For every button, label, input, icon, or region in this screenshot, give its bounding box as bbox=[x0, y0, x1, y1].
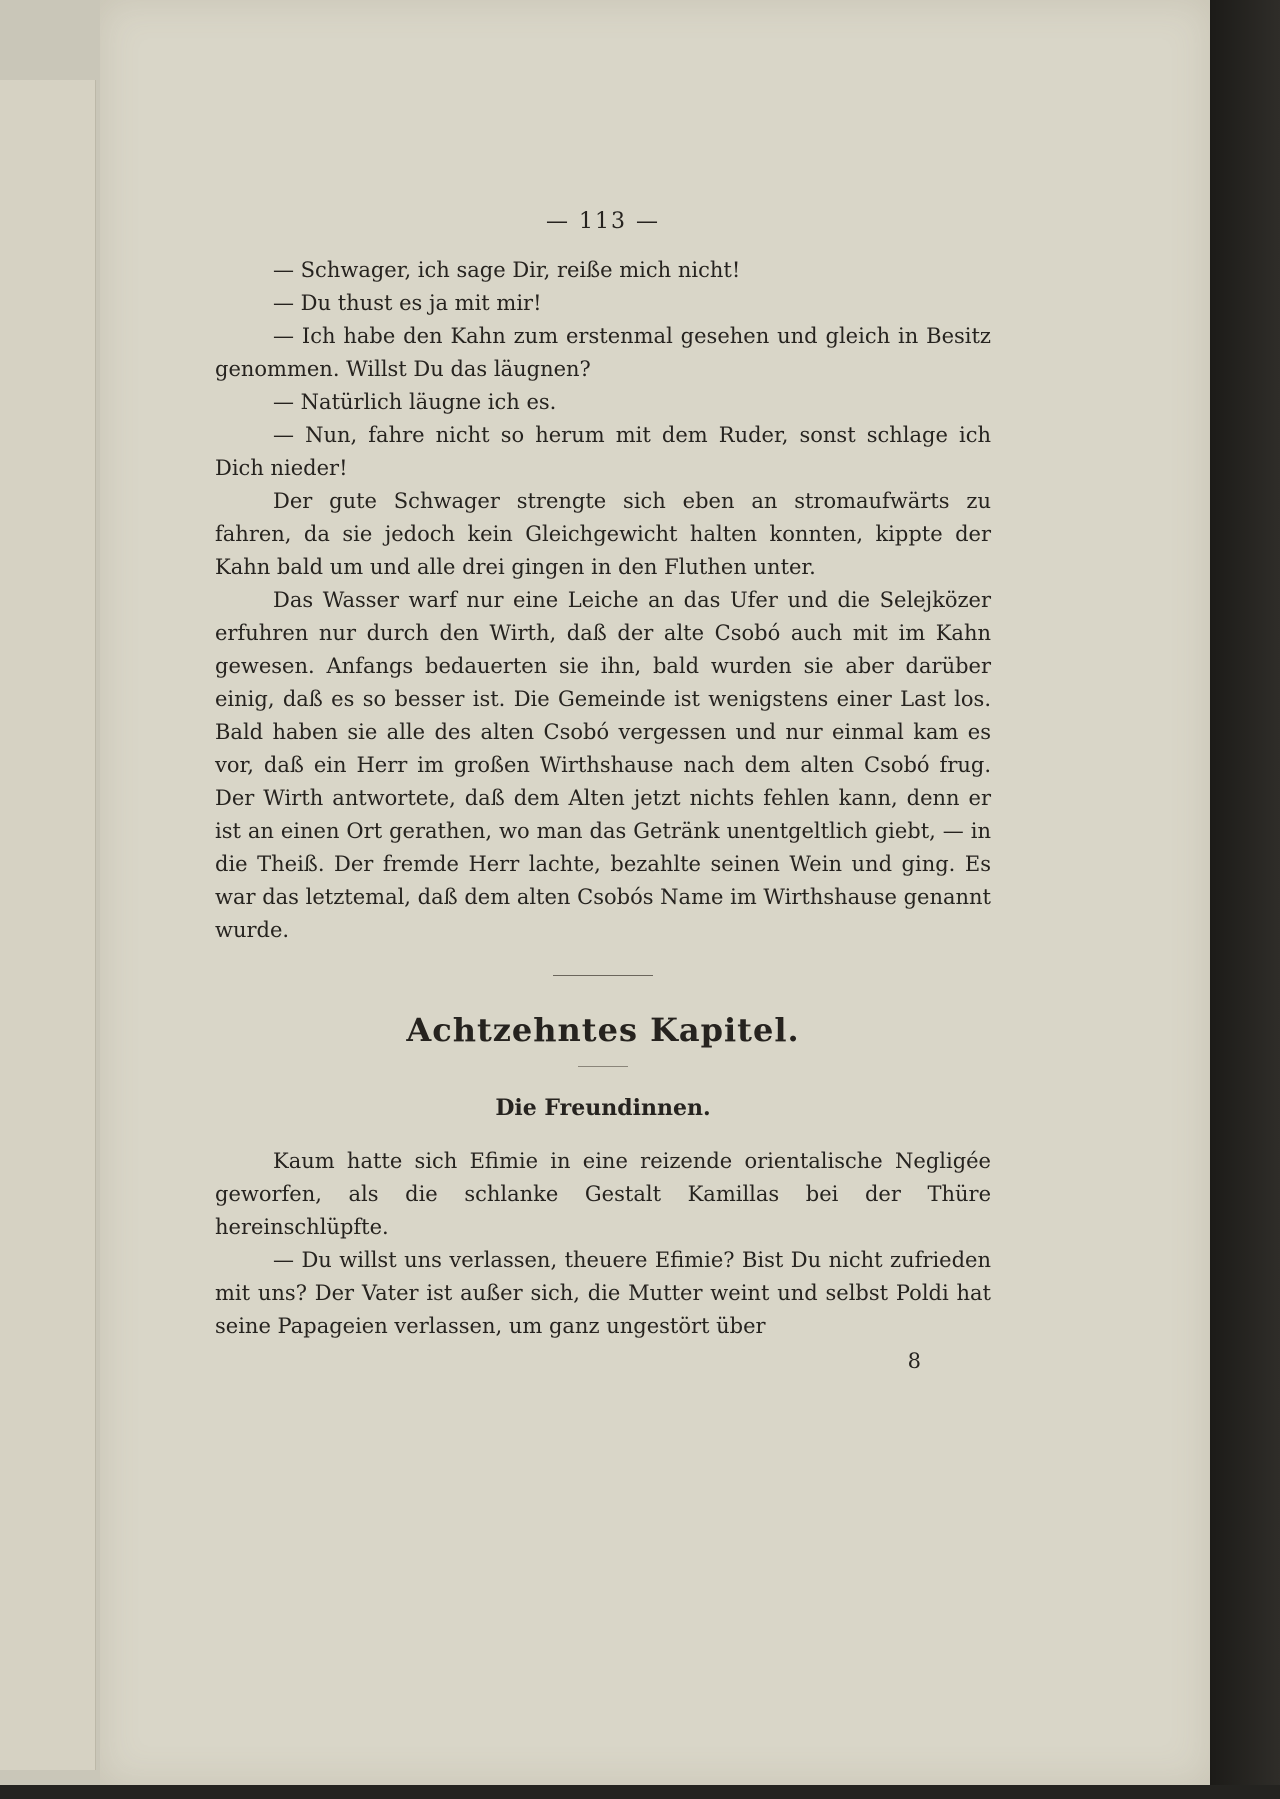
paragraph: Der gute Schwager strengte sich eben an stromaufwärts zu fahren, da sie jedoch kein Gleichgewicht halten konnten, kippte der Kahn bald um und alle drei gingen in den Fluthen unter. bbox=[215, 489, 991, 579]
chapter-title: Achtzehntes Kapitel. bbox=[406, 1011, 800, 1049]
paragraph: — Natürlich läugne ich es. bbox=[273, 390, 557, 414]
page-text bbox=[215, 205, 991, 1378]
left-page-edge bbox=[0, 80, 96, 1770]
paragraph: — Du willst uns verlassen, theuere Efimie? Bist Du nicht zufrieden mit uns? Der Vater ist außer sich, die Mutter weint und selbst Poldi hat seine Papageien verlassen, um ganz ungestört über bbox=[215, 1248, 991, 1338]
paragraph: Das Wasser warf nur eine Leiche an das Ufer und die Selejközer erfuhren nur durch den Wirth, daß der alte Csobó auch mit im Kahn gewesen. Anfangs bedauerten sie ihn, bald wurden sie aber darüber einig, daß es so besser ist. Die Gemeinde ist wenigstens einer Last los. Bald haben sie alle des alten Csobó vergessen und nur einmal kam es vor, daß ein Herr im großen Wirthshause nach dem alten Csobó frug. Der Wirth antwortete, daß dem Alten jetzt nichts fehlen kann, denn er ist an einen Ort gerathen, wo man das Getränk unentgeltlich giebt, — in die Theiß. Der fremde Herr lachte, bezahlte seinen Wein und ging. Es war das letztemal, daß dem alten Csobós Name im Wirthshause genannt wurde. bbox=[215, 588, 991, 942]
chapter-subtitle: Die Freundinnen. bbox=[495, 1095, 711, 1121]
section-divider bbox=[553, 975, 653, 976]
title-divider bbox=[578, 1066, 628, 1067]
paragraph: — Schwager, ich sage Dir, reiße mich nicht! bbox=[273, 258, 741, 282]
bottom-margin bbox=[0, 1785, 1280, 1799]
dark-margin bbox=[1210, 0, 1280, 1799]
paragraph: — Du thust es ja mit mir! bbox=[273, 291, 542, 315]
paragraph: Kaum hatte sich Efimie in eine reizende orientalische Negligée geworfen, als die schlanke Gestalt Kamillas bei der Thüre hereinschlüpfte. bbox=[215, 1149, 991, 1239]
page-number: — 113 — bbox=[546, 209, 660, 234]
signature-mark: 8 bbox=[907, 1349, 921, 1373]
paragraph: — Nun, fahre nicht so herum mit dem Ruder, sonst schlage ich Dich nieder! bbox=[215, 423, 991, 480]
paragraph: — Ich habe den Kahn zum erstenmal gesehen und gleich in Besitz genommen. Willst Du das läugnen? bbox=[215, 324, 991, 381]
